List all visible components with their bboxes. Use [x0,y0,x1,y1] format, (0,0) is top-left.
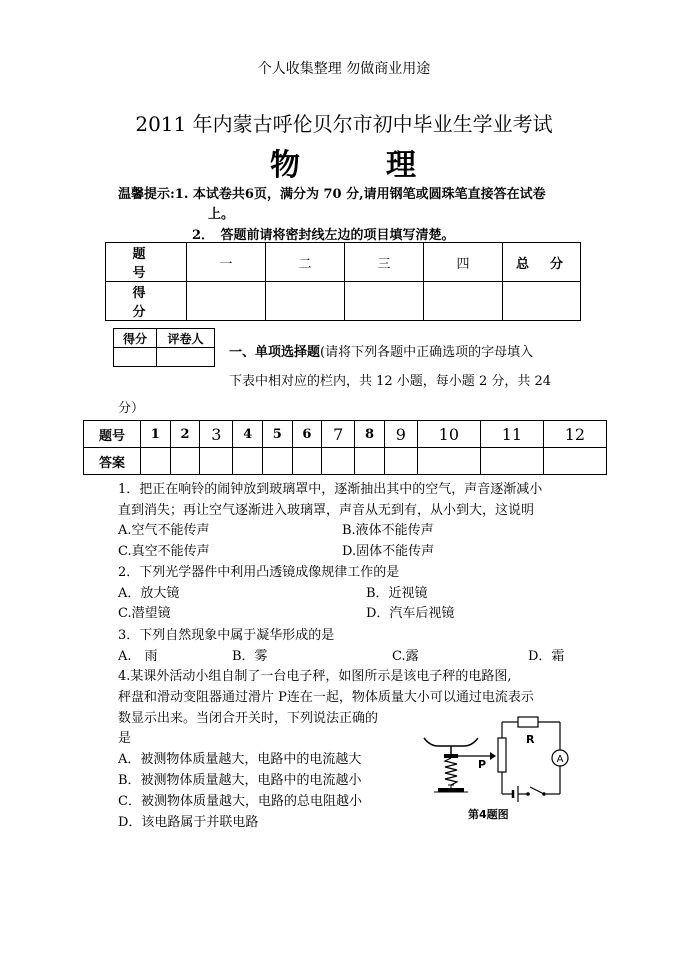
q3-option-d: D．霜 [528,649,565,664]
tip-line-1b: 上。 [208,207,235,222]
section1-desc2: 下表中相对应的栏内，共 12 小题，每小题 2 分，共 24 [229,374,552,389]
q4-line3: 数显示出来。当闭合开关时，下列说法正确的 [118,711,379,726]
slider-pointer-icon [490,752,496,760]
answer-num: 7 [322,421,355,448]
answer-table [83,420,607,475]
figure-caption: 第4题图 [468,808,509,821]
q4-line4: 是 [118,731,132,746]
q4-line1: 4.某课外活动小组自制了一台电子秤，如图所示是该电子秤的电路图, [118,669,512,684]
q1-option-d: D.固体不能传声 [342,544,435,559]
spring-base [438,788,464,792]
scale-pan-icon [424,738,478,746]
spring-icon [445,758,457,785]
answer-cell[interactable] [417,448,480,475]
q1-option-c: C.真空不能传声 [118,544,210,559]
score-table [105,242,581,321]
q4-circuit-figure [418,712,583,822]
switch-icon [530,787,544,794]
section1-heading [229,341,533,360]
answer-num: 2 [170,421,200,448]
answer-cell[interactable] [543,448,606,475]
answer-cell[interactable] [170,448,200,475]
answer-cell[interactable] [480,448,543,475]
q3-option-c: C.露 [392,649,419,664]
q1-line1: 1．把正在响铃的闹钟放到玻璃罩中，逐渐抽出其中的空气，声音逐渐减小 [118,482,543,497]
q4-option-b: B．被测物体质量越大，电路中的电流越小 [118,773,362,788]
answer-cell[interactable] [355,448,385,475]
answer-num: 5 [262,421,292,448]
answer-value-row [84,448,607,475]
q2-stem: 2．下列光学器件中利用凸透镜成像规律工作的是 [118,565,400,580]
score-col-total: 总 分 [503,243,581,282]
q4-line2: 秤盘和滑动变阻器通过滑片 P连在一起，物体质量大小可以通过电流表示 [118,690,534,705]
subject-char-1: 物 [270,148,302,183]
score-cell[interactable] [266,282,345,321]
score-col-3: 三 [345,243,424,282]
tip-line-2: 2． 答题前请将密封线左边的项目填写清楚。 [192,228,455,243]
q3-option-b: B．雾 [232,649,268,664]
answer-num: 1 [141,421,171,448]
answer-num: 8 [355,421,385,448]
grader-score-label: 得分 [114,329,157,348]
score-cell[interactable] [503,282,581,321]
answer-cell[interactable] [233,448,263,475]
q1-option-a: A.空气不能传声 [118,523,210,538]
answer-cell[interactable] [200,448,233,475]
q3-stem: 3．下列自然现象中属于凝华形成的是 [118,628,335,643]
subject-char-2: 理 [386,148,418,183]
score-value-row [106,282,581,321]
grader-table [113,328,215,367]
answer-num: 3 [200,421,233,448]
q4-option-a: A．被测物体质量越大，电路中的电流越大 [118,752,362,767]
section1-desc3: 分） [118,401,145,416]
score-cell[interactable] [424,282,503,321]
score-cell[interactable] [187,282,266,321]
answer-cell[interactable] [292,448,322,475]
q1-line2: 直到消失；再让空气逐渐进入玻璃罩，声音从无到有，从小到大，这说明 [118,503,535,518]
grader-name-label: 评卷人 [157,329,215,348]
score-col-4: 四 [424,243,503,282]
answer-cell[interactable] [322,448,355,475]
tip-line-1: 温馨提示:1. 本试卷共6页，满分为 70 分,请用钢笔或圆珠笔直接答在试卷 [118,187,546,202]
spring-top-plate [444,754,458,758]
score-cell[interactable] [345,282,424,321]
answer-cell[interactable] [384,448,417,475]
q4-option-d: D．该电路属于并联电路 [118,815,259,830]
resistor-label: R [526,733,535,746]
q3-option-a: A. 雨 [118,649,158,664]
answer-num: 6 [292,421,322,448]
q4-option-c: C．被测物体质量越大，电路的总电阻越小 [118,794,362,809]
slider-label: P [478,758,487,771]
subject-title [0,140,688,184]
answer-row-label: 题号 [84,421,141,448]
answer-num: 12 [543,421,606,448]
answer-cell[interactable] [141,448,171,475]
answer-num: 11 [480,421,543,448]
grader-score-cell[interactable] [114,348,157,367]
q1-option-b: B.液体不能传声 [342,523,434,538]
answer-cell[interactable] [262,448,292,475]
exam-title: 2011 年内蒙古呼伦贝尔市初中毕业生学业考试 [135,112,553,136]
q2-option-d: D．汽车后视镜 [366,606,455,621]
ammeter-label: A [556,754,564,765]
score-header-row [106,243,581,282]
answer-row2-label: 答案 [84,448,141,475]
section1-title: 一、单项选择题 [229,345,321,360]
score-col-2: 二 [266,243,345,282]
resistor-r-icon [518,717,538,727]
answer-number-row [84,421,607,448]
score-row-label: 题 号 [106,243,187,282]
section1-desc1: (请将下列各题中正确选项的字母填入 [320,345,534,360]
rheostat-icon [498,738,506,772]
grader-name-cell[interactable] [157,348,215,367]
q2-option-c: C.潜望镜 [118,606,171,621]
q2-option-b: B．近视镜 [366,586,428,601]
answer-num: 9 [384,421,417,448]
q2-option-a: A．放大镜 [118,586,180,601]
page-header: 个人收集整理 勿做商业用途 [257,61,431,77]
answer-num: 4 [233,421,263,448]
answer-num: 10 [417,421,480,448]
score-row2-label: 得 分 [106,282,187,321]
score-col-1: 一 [187,243,266,282]
